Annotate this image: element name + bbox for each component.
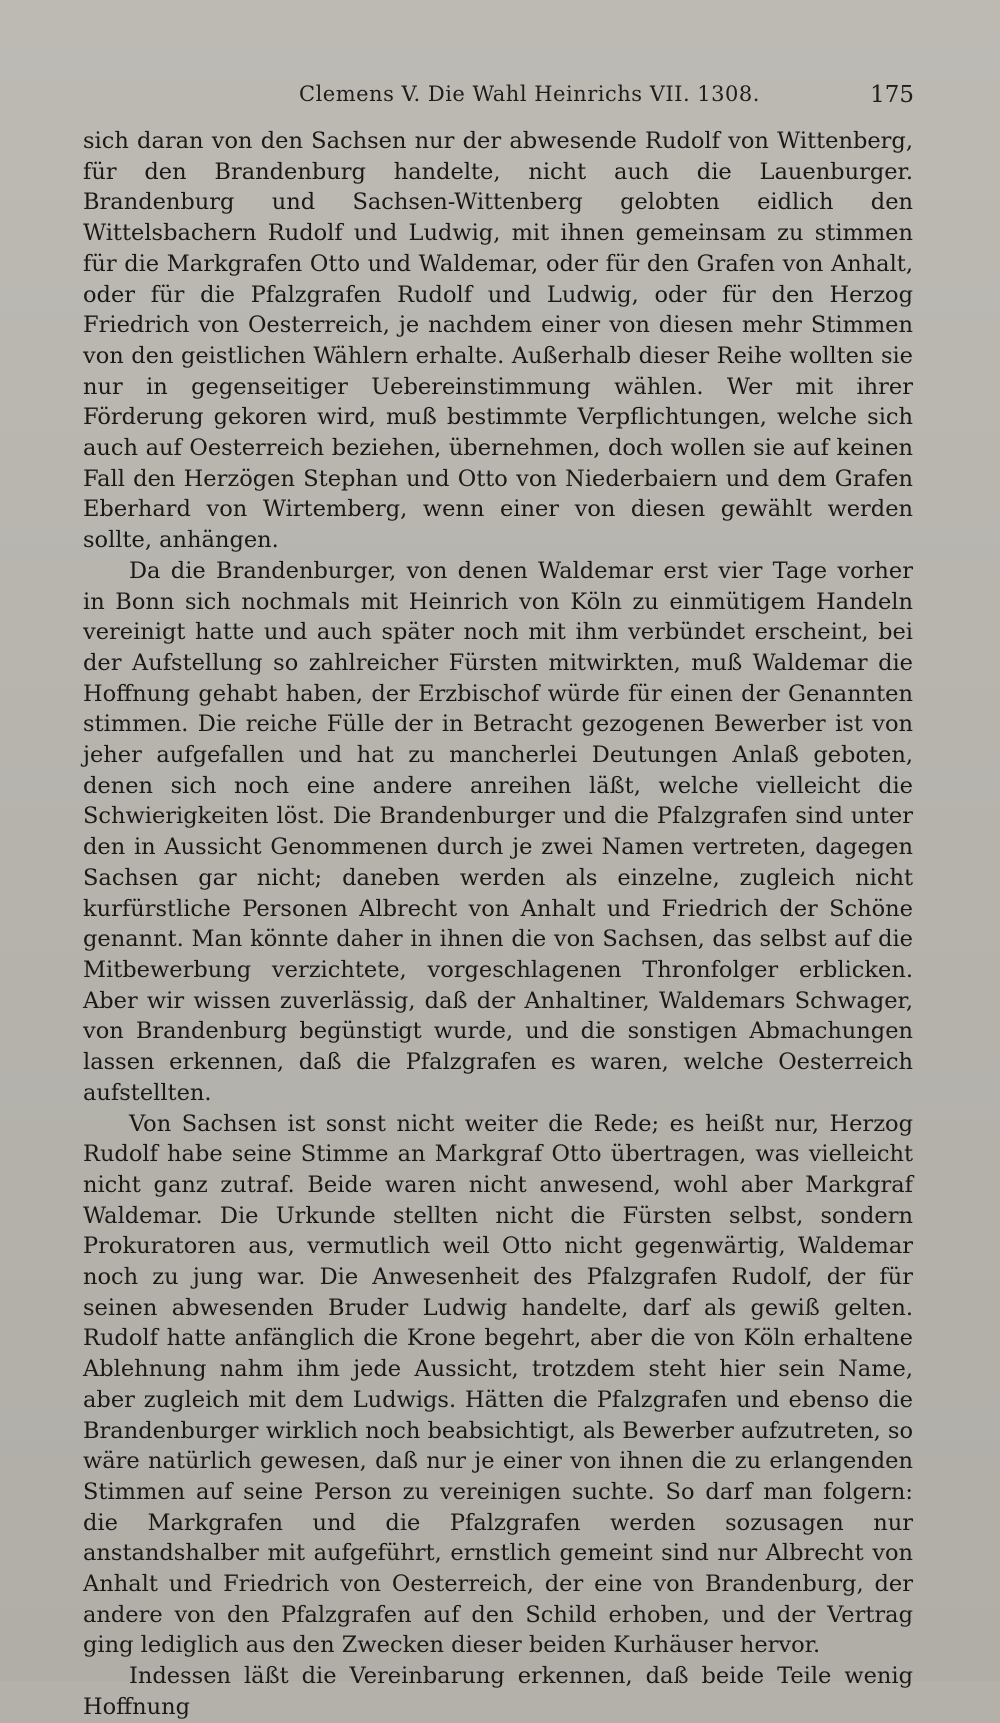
page-header [84, 78, 914, 118]
running-title: Clemens V. Die Wahl Heinrichs VII. 1308. [299, 82, 760, 106]
paragraph-sachsen: Von Sachsen ist sonst nicht weiter die Rede; es heißt nur, Herzog Rudolf habe seine Stimme an Markgraf Otto übertragen, was vielleicht nicht ganz zutraf. Beide waren nicht anwesend, wohl aber Markgraf Waldemar. Die Urkunde stellten nicht die Fürsten selbst, sondern Prokuratoren aus, vermutlich weil Otto nicht gegenwärtig, Waldemar noch zu jung war. Die Anwesenheit des Pfalzgrafen Rudolf, der für seinen abwesenden Bruder Ludwig handelte, darf als gewiß gelten. Rudolf hatte anfänglich die Krone begehrt, aber die von Köln erhaltene Ablehnung nahm ihm jede Aussicht, trotzdem steht hier sein Name, aber zugleich mit dem Ludwigs. Hätten die Pfalzgrafen und ebenso die Brandenburger wirklich noch beabsichtigt, als Bewerber aufzutreten, so wäre natürlich gewesen, daß nur je einer von ihnen die zu erlangenden Stimmen auf seine Person zu vereinigen suchte. So darf man folgern: die Markgrafen und die Pfalzgrafen werden sozusagen nur anstandshalber mit aufgeführt, ernstlich gemeint sind nur Albrecht von Anhalt und Friedrich von Oesterreich, der eine von Brandenburg, der andere von den Pfalzgrafen auf den Schild erhoben, und der Vertrag ging lediglich aus den Zwecken dieser beiden Kurhäuser hervor. [83, 1110, 913, 1659]
paragraph-indessen: Indessen läßt die Vereinbarung erkennen, daß beide Teile wenig Hoffnung [83, 1663, 913, 1720]
body-text [83, 126, 913, 1723]
page-number: 175 [870, 82, 914, 108]
paragraph-brandenburger: Da die Brandenburger, von denen Waldemar erst vier Tage vorher in Bonn sich nochmals mit Heinrich von Köln zu einmütigem Handeln vereinigt hatte und auch später noch mit ihm verbündet erscheint, bei der Aufstellung so zahlreicher Fürsten mitwirkten, muß Waldemar die Hoffnung gehabt haben, der Erzbischof würde für einen der Genannten stimmen. Die reiche Fülle der in Betracht gezogenen Bewerber ist von jeher aufgefallen und hat zu mancherlei Deutungen Anlaß geboten, denen sich noch eine andere anreihen läßt, welche vielleicht die Schwierigkeiten löst. Die Brandenburger und die Pfalzgrafen sind unter den in Aussicht Genommenen durch je zwei Namen vertreten, dagegen Sachsen gar nicht; daneben werden als einzelne, zugleich nicht kurfürstliche Personen Albrecht von Anhalt und Friedrich der Schöne genannt. Man könnte daher in ihnen die von Sachsen, das selbst auf die Mitbewerbung verzichtete, vorgeschlagenen Thronfolger erblicken. Aber wir wissen zuverlässig, daß der Anhaltiner, Waldemars Schwager, von Brandenburg begünstigt wurde, und die sonstigen Abmachungen lassen erkennen, daß die Pfalzgrafen es waren, welche Oesterreich aufstellten. [83, 557, 913, 1106]
paragraph-continuation: sich daran von den Sachsen nur der abwesende Rudolf von Wittenberg, für den Brandenburg handelte, nicht auch die Lauenburger. Brandenburg und Sachsen-Wittenberg gelobten eidlich den Wittelsbachern Rudolf und Ludwig, mit ihnen gemeinsam zu stimmen für die Markgrafen Otto und Waldemar, oder für den Grafen von Anhalt, oder für die Pfalzgrafen Rudolf und Ludwig, oder für den Herzog Friedrich von Oesterreich, je nachdem einer von diesen mehr Stimmen von den geistlichen Wählern erhalte. Außerhalb dieser Reihe wollten sie nur in gegenseitiger Uebereinstimmung wählen. Wer mit ihrer Förderung gekoren wird, muß bestimmte Verpflichtungen, welche sich auch auf Oesterreich beziehen, übernehmen, doch wollen sie auf keinen Fall den Herzögen Stephan und Otto von Niederbaiern und dem Grafen Eberhard von Wirtemberg, wenn einer von diesen gewählt werden sollte, anhängen. [83, 128, 913, 554]
